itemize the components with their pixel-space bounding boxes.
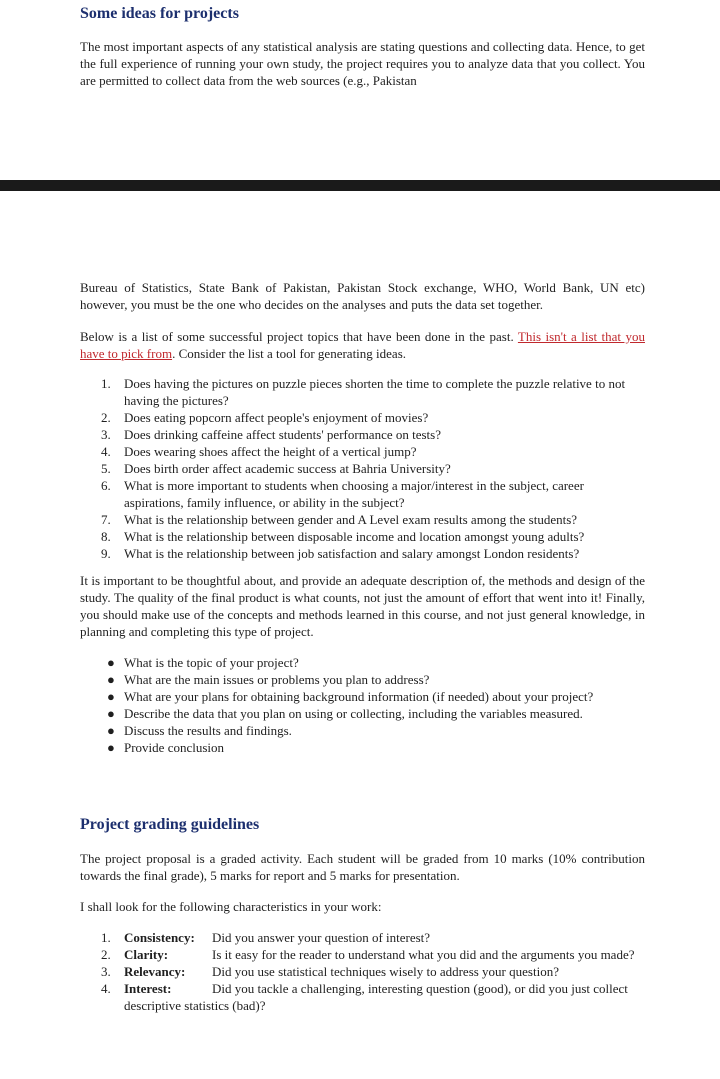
topics-intro-tail: . Consider the list a tool for generating ideas. <box>172 346 407 361</box>
topic-item: 1. Does having the pictures on puzzle pieces shorten the time to complete the puzzle relative to not having the pictures? <box>101 376 626 408</box>
topic-item: 9. What is the relationship between job satisfaction and salary amongst London residents? <box>101 546 580 561</box>
topic-item: 8. What is the relationship between disposable income and location amongst young adults? <box>101 529 585 544</box>
topic-item: 4. Does wearing shoes affect the height of a vertical jump? <box>101 444 417 459</box>
criteria-item: 2. Clarity: Is it easy for the reader to understand what you did and the arguments you made? <box>101 947 635 962</box>
bullet-item: ● What is the topic of your project? <box>107 655 299 670</box>
topic-item: 6. What is more important to students when choosing a major/interest in the subject, career aspirations, family influence, or ability in the subject? <box>101 478 584 510</box>
methods-paragraph: It is important to be thoughtful about, and provide an adequate description of, the methods and design of the study. The quality of the final product is what counts, not just the amount of effort that went into it! Finally, you should make use of the concepts and methods learned in this course, and not just general knowledge, in planning and completing this type of project. <box>80 573 645 639</box>
bullet-icon: ● <box>107 689 115 704</box>
bullet-item: ● What are your plans for obtaining background information (if needed) about your project? <box>107 689 594 704</box>
heading-grading-guidelines: Project grading guidelines <box>80 816 260 833</box>
topics-intro-text: Below is a list of some successful project topics that have been done in the past. <box>80 329 518 344</box>
topic-item: 2. Does eating popcorn affect people's enjoyment of movies? <box>101 410 429 425</box>
bullet-icon: ● <box>107 706 115 721</box>
proposal-bullet-list <box>81 654 645 756</box>
bullet-icon: ● <box>107 655 115 670</box>
intro-paragraph-part1: The most important aspects of any statistical analysis are stating questions and collecting data. Hence, to get the full experience of running your own study, the project requires you to analyze data that you collect. You are permitted to collect data from the web sources (e.g., Pakistan <box>80 39 645 88</box>
not-a-list-link[interactable]: This isn't a list that you have to pick from <box>80 329 645 361</box>
criteria-item: 3. Relevancy: Did you use statistical techniques wisely to address your question? <box>101 964 559 979</box>
criteria-item: 1. Consistency: Did you answer your question of interest? <box>101 930 431 945</box>
bullet-icon: ● <box>107 672 115 687</box>
bullet-item: ● Discuss the results and findings. <box>107 723 292 738</box>
heading-project-ideas: Some ideas for projects <box>80 5 239 22</box>
criteria-item: 4. Interest: Did you tackle a challenging, interesting question (good), or did you just collect descriptive statistics (bad)? <box>101 981 628 1013</box>
topics-intro-paragraph <box>80 328 645 362</box>
bullet-item: ● Describe the data that you plan on using or collecting, including the variables measured. <box>107 706 583 721</box>
topic-item: 3. Does drinking caffeine affect students' performance on tests? <box>101 427 441 442</box>
topic-list <box>81 375 645 562</box>
criteria-list <box>81 929 645 1014</box>
bullet-icon: ● <box>107 723 115 738</box>
intro-paragraph-part2: Bureau of Statistics, State Bank of Pakistan, Pakistan Stock exchange, WHO, World Bank, UN etc) however, you must be the one who decides on the analyses and puts the data set together. <box>80 280 645 312</box>
bullet-icon: ● <box>107 740 115 755</box>
topic-item: 5. Does birth order affect academic success at Bahria University? <box>101 461 451 476</box>
grading-paragraph: The project proposal is a graded activity. Each student will be graded from 10 marks (10% contribution towards the final grade), 5 marks for report and 5 marks for presentation. <box>80 851 645 883</box>
characteristics-intro: I shall look for the following characteristics in your work: <box>80 899 382 914</box>
topic-item: 7. What is the relationship between gender and A Level exam results among the students? <box>101 512 578 527</box>
scan-black-bar <box>0 180 720 191</box>
bullet-item: ● What are the main issues or problems you plan to address? <box>107 672 430 687</box>
bullet-item: ● Provide conclusion <box>107 740 225 755</box>
